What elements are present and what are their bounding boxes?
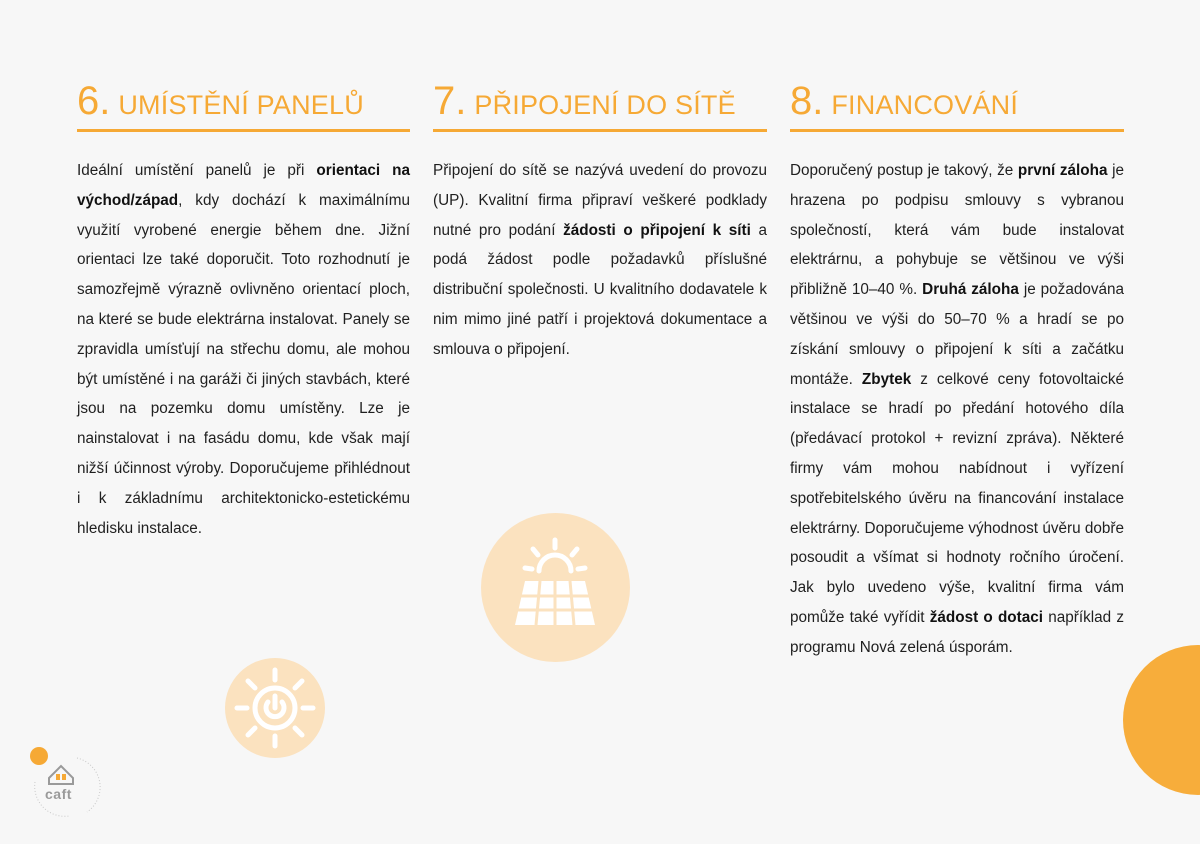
bold-run: žádost o dotaci bbox=[929, 608, 1043, 626]
section-6-number: 6. bbox=[77, 79, 111, 123]
power-sun-icon bbox=[225, 658, 325, 758]
text-run: například z programu Nová zelená úsporám. bbox=[790, 608, 1124, 656]
section-7-rule bbox=[433, 129, 767, 132]
section-7-heading bbox=[433, 78, 767, 124]
text-run: , kdy dochází k maximálnímu využití vyrobené energie během dne. Jižní orientaci lze také doporučit. Toto rozhodnutí je samozřejmě výrazně ovlivněno orientací ploch, na které se bude elektrárna instalovat. Panely se zpravidla umísťují na střechu domu, ale mohou být umístěné i na garáži či jiných stavbách, které jsou na pozemku domu umístěny. Lze je nainstalovat i na fasádu domu, kde však mají nižší účinnost výroby. Doporučujeme přihlédnout i k základnímu architektonicko-estetickému hledisku instalace. bbox=[77, 191, 410, 537]
text-run: je hrazena po podpisu smlouvy s vybranou společností, která vám bude instalovat elektrárnu, a pohybuje se většinou ve výši přibližně 10–40 %. bbox=[790, 162, 1124, 299]
section-7-title: PŘIPOJENÍ DO SÍTĚ bbox=[474, 90, 736, 120]
bold-run: žádosti o připojení k síti bbox=[563, 221, 751, 239]
section-6-body bbox=[77, 156, 410, 543]
bold-run: Druhá záloha bbox=[922, 281, 1019, 299]
text-run: z celkové ceny fotovoltaické instalace se hradí po předání hotového díla (předávací protokol + revizní zpráva). Některé firmy vám mohou nabídnout i vyřízení spotřebitelského úvěru na financování instalace elektrárny. Doporučujeme výhodnost úvěru dobře posoudit a všímat si hodnoty ročního úročení. Jak bylo uvedeno výše, kvalitní firma vám pomůže také vyřídit bbox=[790, 370, 1124, 626]
bold-run: orientaci na východ/západ bbox=[77, 162, 411, 209]
text-run: je požadována většinou ve výši do 50–70 % a hradí se po získání smlouvy o připojení k síti a začátku montáže. bbox=[790, 281, 1125, 388]
section-6-title: UMÍSTĚNÍ PANELŮ bbox=[118, 90, 364, 120]
text-run: Připojení do sítě se nazývá uvedení do provozu (UP). Kvalitní firma připraví veškeré podklady nutné pro podání bbox=[433, 162, 767, 239]
section-8-rule bbox=[790, 129, 1124, 132]
logo-name: caft bbox=[45, 786, 72, 802]
bold-run: Zbytek bbox=[861, 370, 912, 388]
company-logo bbox=[27, 742, 109, 824]
section-6-heading bbox=[77, 78, 410, 124]
section-6 bbox=[77, 78, 410, 559]
text-run: Doporučený postup je takový, že bbox=[790, 162, 1018, 179]
power-sun-icon-graphic bbox=[225, 658, 325, 758]
section-8-number: 8. bbox=[790, 79, 824, 123]
section-8-body bbox=[790, 156, 1124, 663]
section-8 bbox=[790, 78, 1124, 678]
bold-run: první záloha bbox=[1017, 162, 1108, 179]
section-7 bbox=[433, 78, 767, 380]
text-run: Ideální umístění panelů je při bbox=[77, 162, 317, 179]
text-run: a podá žádost podle požadavků příslušné distribuční společnosti. U kvalitního dodavatele k nim mimo jiné patří i projektová dokumentace a smlouva o připojení. bbox=[433, 221, 767, 358]
decorative-circle bbox=[1123, 645, 1200, 795]
section-8-title: FINANCOVÁNÍ bbox=[831, 90, 1019, 120]
section-7-body bbox=[433, 156, 767, 365]
section-8-heading bbox=[790, 78, 1124, 124]
section-6-rule bbox=[77, 129, 410, 132]
solar-panel-icon bbox=[481, 513, 630, 662]
section-7-number: 7. bbox=[433, 79, 467, 123]
solar-panel-icon-graphic bbox=[481, 513, 630, 662]
